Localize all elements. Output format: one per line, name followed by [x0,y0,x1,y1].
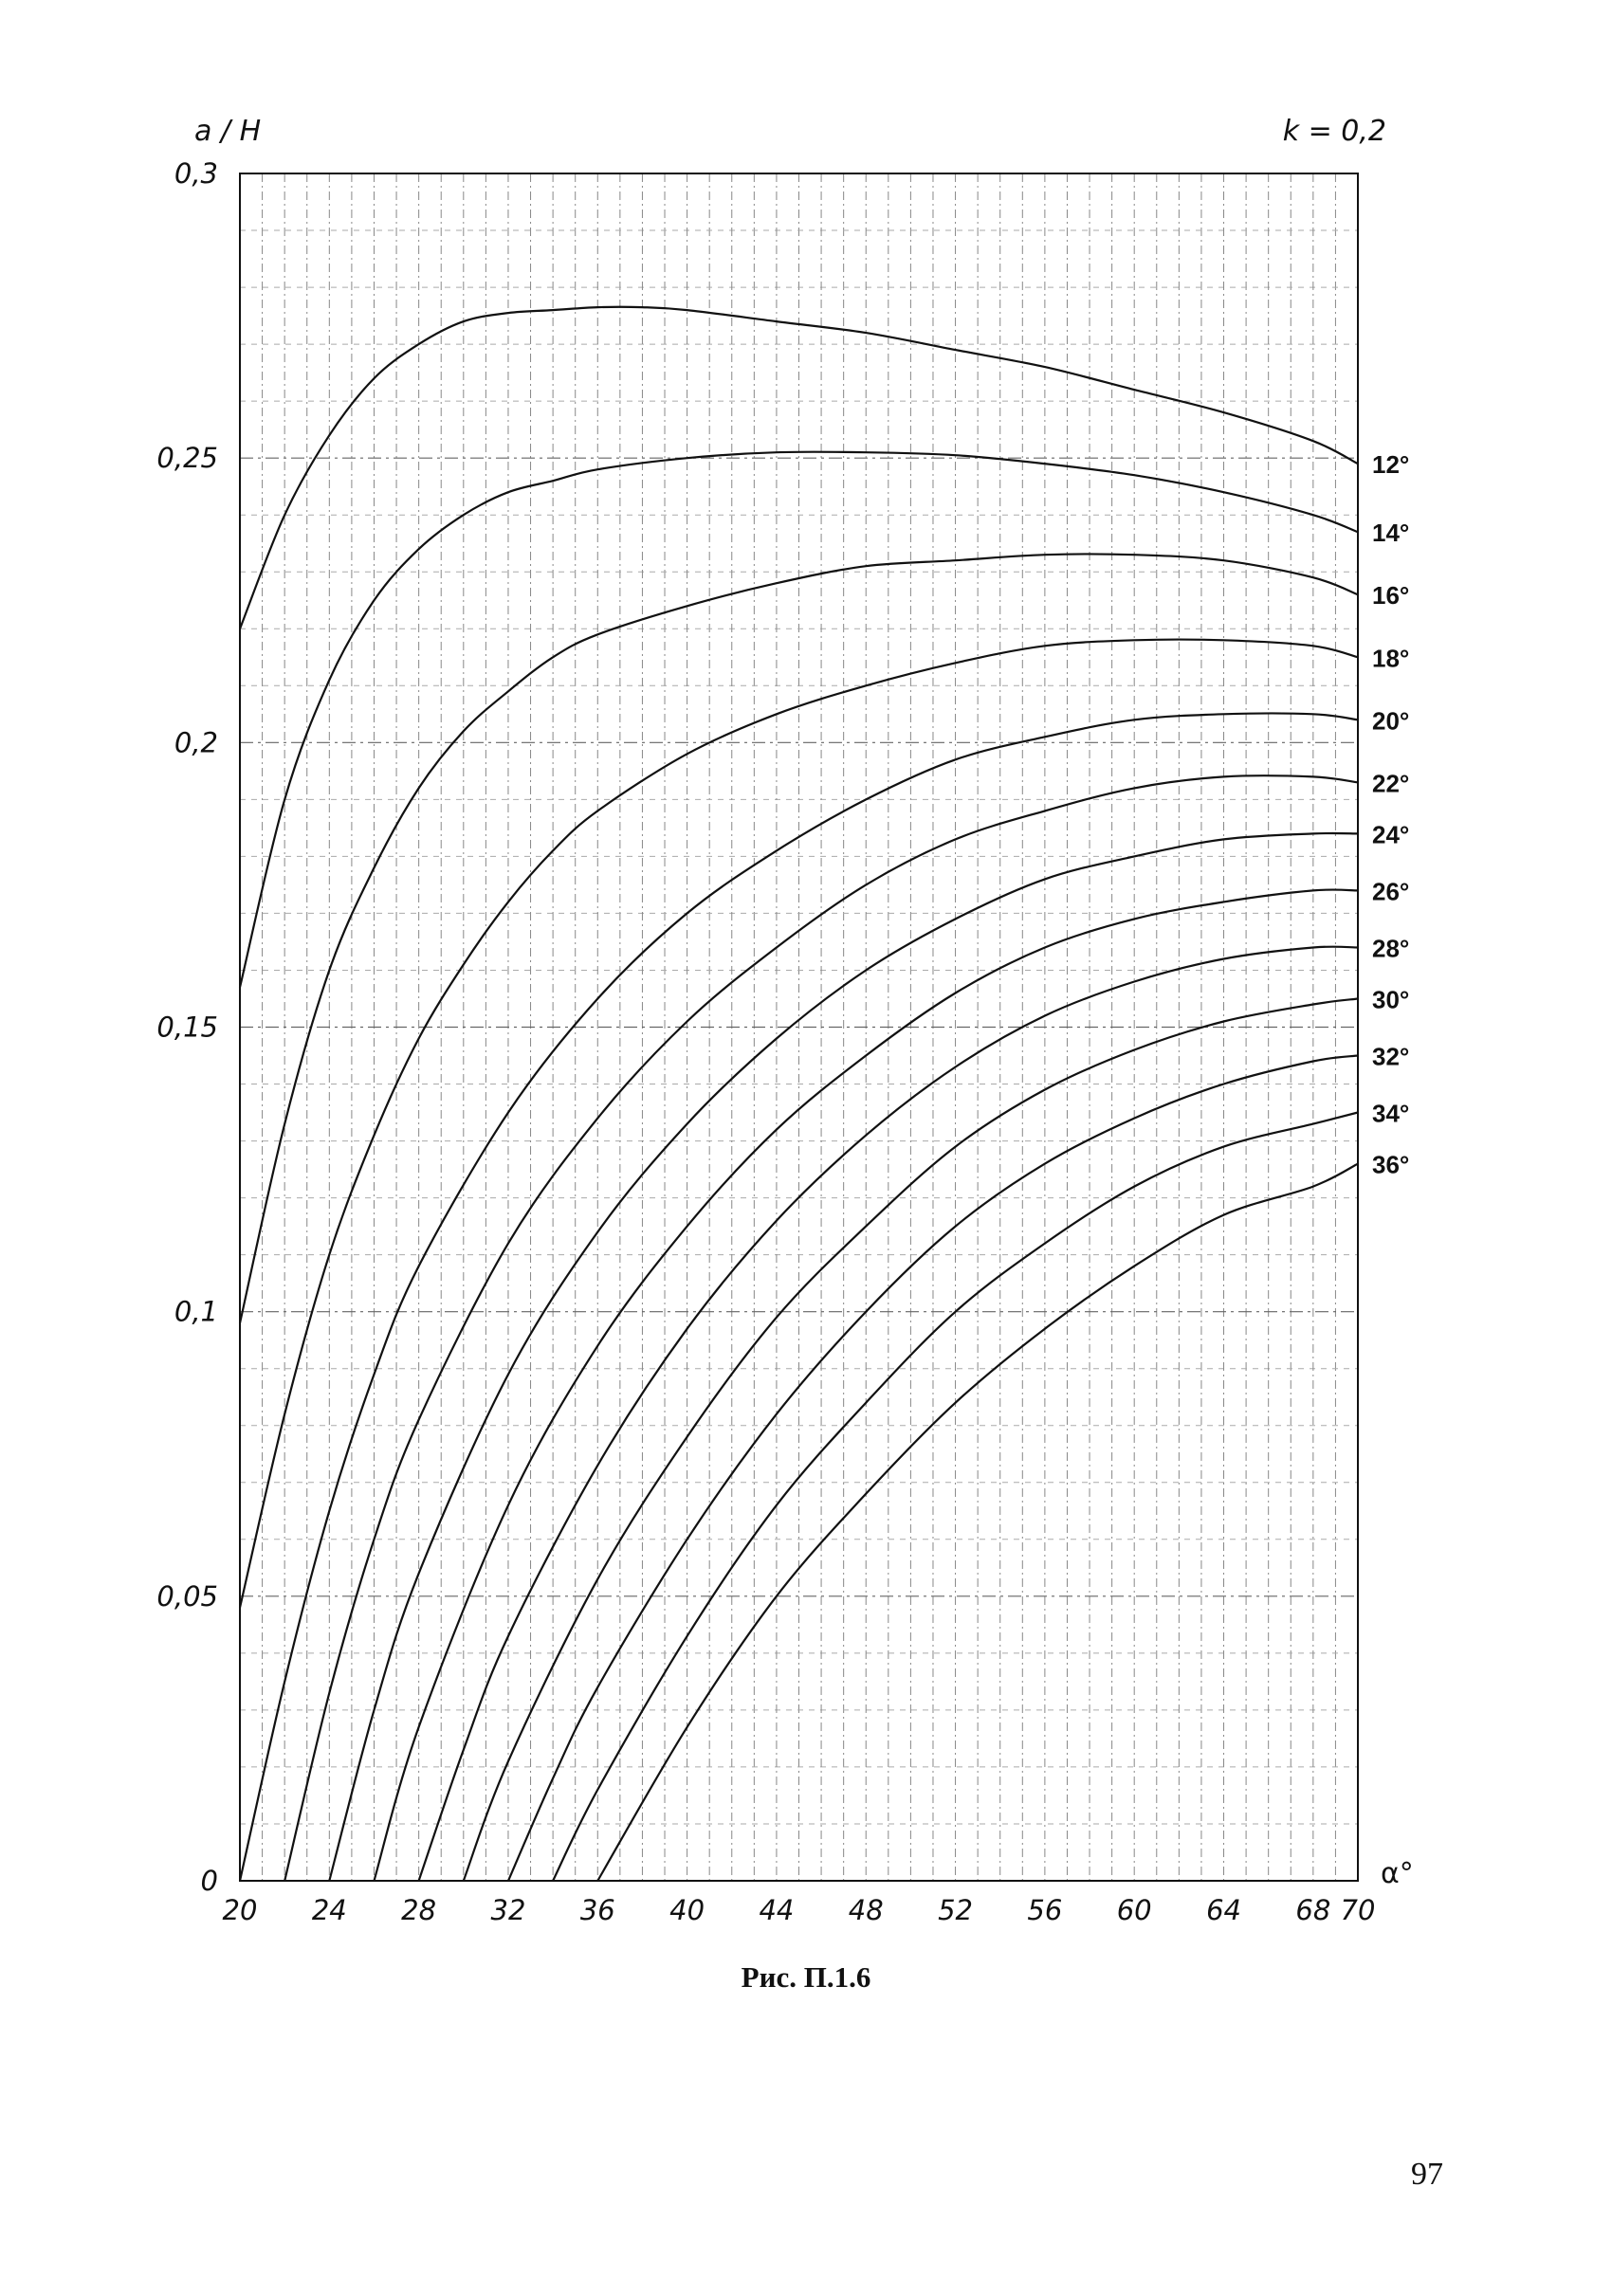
series-label: 24° [1372,820,1410,849]
y-tick-label: 0 [200,1865,218,1897]
series-label: 16° [1372,581,1410,610]
series-line [508,1056,1358,1882]
curve-labels [1372,450,1409,1178]
series-label: 12° [1372,450,1410,480]
y-tick-label: 0,15 [156,1011,218,1044]
x-tick-label: 64 [1206,1894,1241,1926]
y-axis-title: a / H [194,115,262,148]
x-tick-label: 28 [401,1894,437,1926]
x-tick-label: 36 [579,1894,615,1926]
y-tick-label: 0,1 [174,1295,218,1328]
series-label: 18° [1372,644,1410,673]
x-tick-label: 44 [759,1894,795,1926]
x-tick-label: 20 [222,1894,258,1926]
y-tick-label: 0,25 [156,442,218,475]
y-tick-label: 0,05 [156,1579,218,1613]
y-tick-label: 0,3 [174,157,218,190]
x-tick-label: 70 [1340,1894,1376,1926]
x-tick-label: 52 [938,1894,974,1926]
figure-caption: Рис. П.1.6 [741,1960,871,1994]
x-tick-labels [223,1894,1376,1926]
series-label: 30° [1372,985,1410,1014]
series-label: 34° [1372,1099,1410,1128]
series-label: 20° [1372,706,1410,736]
parameter-label: k = 0,2 [1282,115,1386,148]
x-tick-label: 60 [1116,1894,1152,1926]
x-axis-title: α° [1381,1857,1414,1890]
page-number: 97 [1411,2157,1443,2192]
x-tick-label: 24 [311,1894,347,1926]
series-label: 28° [1372,934,1410,963]
y-tick-labels [156,157,218,1897]
series-label: 32° [1372,1042,1410,1071]
x-tick-label: 32 [490,1894,526,1926]
y-tick-label: 0,2 [174,726,218,759]
series-label: 36° [1372,1150,1410,1179]
x-tick-label: 40 [669,1894,705,1926]
x-tick-label: 68 [1295,1894,1331,1926]
series-line [597,1164,1358,1881]
series-label: 14° [1372,519,1410,548]
x-tick-label: 48 [848,1894,884,1926]
x-tick-label: 56 [1027,1894,1063,1926]
series-label: 26° [1372,877,1410,906]
series-label: 22° [1372,769,1410,798]
